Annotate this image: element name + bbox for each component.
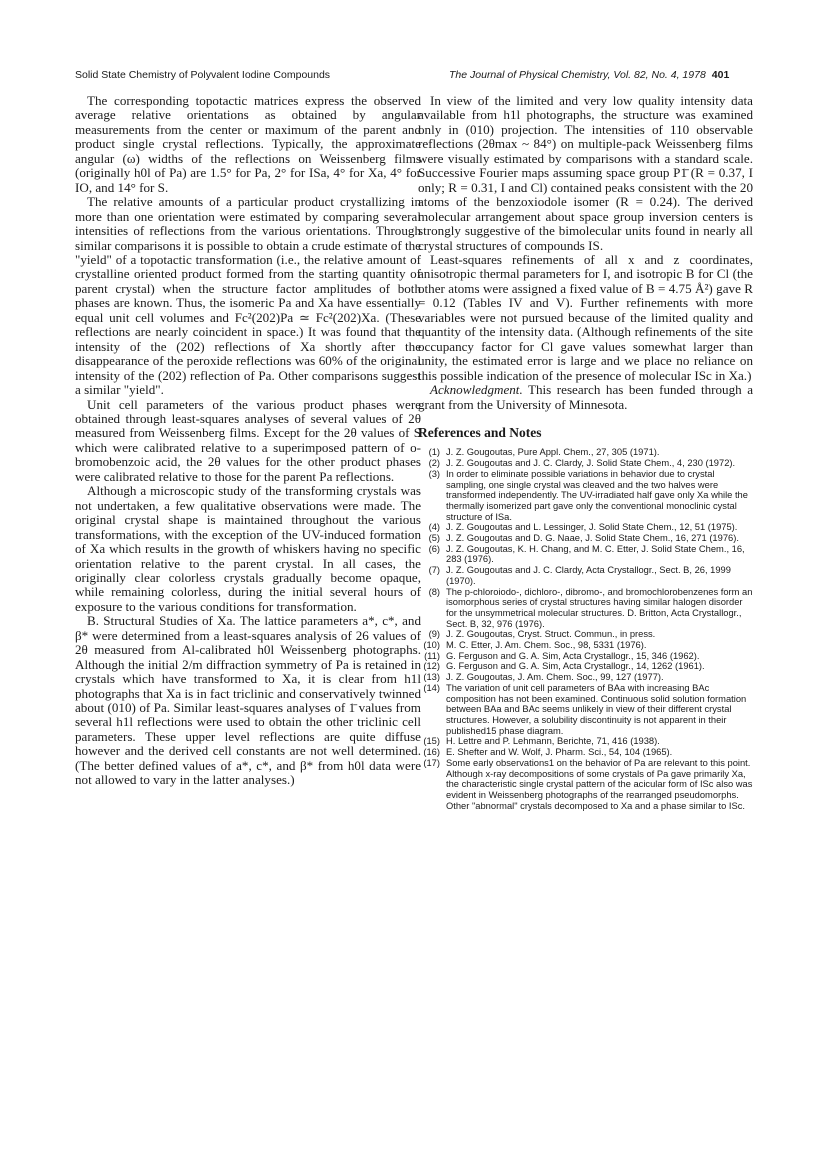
reference-number: (10) xyxy=(423,640,440,651)
right-column xyxy=(418,94,753,811)
reference-text: J. Z. Gougoutas and J. C. Clardy, J. Solid State Chem., 4, 230 (1972). xyxy=(446,458,736,469)
reference-item xyxy=(418,683,753,737)
reference-item xyxy=(418,469,753,523)
reference-number: (3) xyxy=(428,468,440,479)
acknowledgment-text: This research has been funded through a grant from the University of Minnesota. xyxy=(418,382,753,412)
reference-item xyxy=(418,522,753,533)
reference-item xyxy=(418,629,753,640)
running-head-title: Solid State Chemistry of Polyvalent Iodine Compounds xyxy=(75,69,331,81)
acknowledgment-label: Acknowledgment. xyxy=(430,382,523,398)
reference-text: J. Z. Gougoutas, J. Am. Chem. Soc., 99, 127 (1977). xyxy=(446,672,664,683)
reference-text: The p-chloroiodo-, dichloro-, dibromo-, and bromochlorobenzenes form an isomorphous series of crystal structures having similar halogen disorder for the unsymmetrical molecular structures. D. Britton, Acta Crystallogr., Sect. B, 32, 976 (1976). xyxy=(446,586,753,629)
reference-number: (13) xyxy=(423,672,440,683)
reference-text: M. C. Etter, J. Am. Chem. Soc., 98, 5331 (1976). xyxy=(446,640,647,651)
reference-number: (4) xyxy=(428,522,440,533)
journal-citation: The Journal of Physical Chemistry, Vol. 82, No. 4, 1978 xyxy=(449,69,706,81)
reference-item xyxy=(418,747,753,758)
reference-number: (2) xyxy=(428,458,440,469)
reference-text: The variation of unit cell parameters of BAa with increasing BAc composition has not been examined. Continuous solid solution formation between BAa and BAc seems unlikely in view of their different crystal structures. However, a solubility discontinuity is not apparent in their published15 phase diagram. xyxy=(446,682,747,736)
reference-text: J. Z. Gougoutas and D. G. Naae, J. Solid State Chem., 16, 271 (1976). xyxy=(446,533,739,544)
reference-text: H. Lettre and P. Lehmann, Berichte, 71, 416 (1938). xyxy=(446,736,660,747)
acknowledgment xyxy=(418,383,753,412)
reference-item xyxy=(418,458,753,469)
reference-number: (7) xyxy=(428,565,440,576)
reference-number: (15) xyxy=(423,736,440,747)
reference-number: (16) xyxy=(423,747,440,758)
page-number: 401 xyxy=(711,69,730,81)
references-heading: References and Notes xyxy=(418,424,542,440)
reference-number: (8) xyxy=(428,586,440,597)
reference-number: (9) xyxy=(428,629,440,640)
reference-text: J. Z. Gougoutas and L. Lessinger, J. Solid State Chem., 12, 51 (1975). xyxy=(446,522,738,533)
reference-item xyxy=(418,672,753,683)
reference-text: Some early observations1 on the behavior of Pa are relevant to this point. Although x-ray decompositions of some crystals of Pa gave primarily Xa, the characteristic single crystal pattern of the acicular form of ISc also was evident in Weissenberg photographs of the rearranged pseudomorphs. Other "abnormal" crystals decomposed to Xa and a phase similar to ISc. xyxy=(446,757,753,811)
reference-item xyxy=(418,447,753,458)
reference-number: (11) xyxy=(424,650,440,661)
reference-text: J. Z. Gougoutas, K. H. Chang, and M. C. Etter, J. Solid State Chem., 16, 283 (1976). xyxy=(446,543,745,565)
reference-item xyxy=(418,758,753,812)
paragraph: The corresponding topotactic matrices express the observed average relative orientations as obtained by angular measurements from the center or maximum of the parent and product single crystal reflections. Typically, the approximate angular (ω) widths of the reflections on Weissenberg films (originally h0l of Pa) are 1.5° for Pa, 2° for ISa, 4° for Xa, 4° for IO, and 14° for S. xyxy=(75,93,421,195)
reference-number: (1) xyxy=(428,447,440,458)
reference-item xyxy=(418,651,753,662)
reference-list xyxy=(418,447,753,811)
reference-number: (14) xyxy=(423,682,440,693)
reference-number: (6) xyxy=(428,543,440,554)
left-column xyxy=(75,94,421,788)
paragraph: B. Structural Studies of Xa. The lattice parameters a*, c*, and β* were determined from a least-squares analysis of 26 values of 2θ measured from Al-calibrated h0l Weissenberg photographs. Although the initial 2/m diffraction symmetry of Pa is retained in crystals which have transformed to Xa, it is clear from h1l photographs that Xa is in fact triclinic and conservatively twinned about (010) of Pa. Similar least-squares analyses of 1̄ values from several h1l reflections were used to obtain the other triclinic cell parameters. These upper level reflections are quite diffuse however and the derived cell constants are not well determined. (The better defined values of a*, c*, and β* from h0l data were not allowed to vary in the latter analyses.) xyxy=(75,613,421,788)
reference-text: J. Z. Gougoutas, Cryst. Struct. Commun., in press. xyxy=(446,629,656,640)
reference-text: In order to eliminate possible variations in behavior due to crystal sampling, one single crystal was cleaved and the two halves were transformed independently. The UV-irradiated half gave only Xa while the thermally isomerized part gave only the conventional monoclinic cystal structure of ISa. xyxy=(446,468,748,522)
reference-text: G. Ferguson and G. A. Sim, Acta Crystallogr., 15, 346 (1962). xyxy=(446,650,700,661)
paragraph: Although a microscopic study of the transforming crystals was not undertaken, a few qualitative observations were made. The original crystal shape is maintained throughout the various transformations, with the exception of the UV-induced formation of Xa which results in the growth of whiskers having no specific orientation relative to the parent crystal. In all cases, the originally clear colorless crystals gradually become opaque, while remaining colorless, during the initial several hours of exposure to the various conditions for transformation. xyxy=(75,483,421,614)
reference-item xyxy=(418,544,753,565)
reference-item xyxy=(418,736,753,747)
reference-number: (12) xyxy=(423,661,440,672)
reference-number: (17) xyxy=(423,757,440,768)
reference-text: J. Z. Gougoutas and J. C. Clardy, Acta Crystallogr., Sect. B, 26, 1999 (1970). xyxy=(446,565,731,586)
reference-item xyxy=(418,565,753,586)
paragraph: The relative amounts of a particular product crystallizing in more than one orientation were estimated by comparing several intensities of reflections from the various orientations. Through similar comparisons it is possible to obtain a crude estimate of the "yield" of a topotactic transformation (i.e., the relative amount of crystalline oriented product formed from the starting quantity of parent crystal) when the structure factor amplitudes of both phases are known. Thus, the isomeric Pa and Xa have essentially equal unit cell volumes and Fc²(202)Pa ≃ Fc²(202)Xa. (These reflections are nearly coincident in space.) It was found that the intensity of the (202) reflections of Xa shortly after the disappearance of the peroxide reflections was 60% of the original intensity of the (202) reflection of Pa. Other comparisons suggest a similar "yield". xyxy=(75,194,421,398)
reference-item xyxy=(418,533,753,544)
reference-text: E. Shefter and W. Wolf, J. Pharm. Sci., 54, 104 (1965). xyxy=(446,747,673,758)
running-head-journal xyxy=(449,69,729,81)
reference-text: G. Ferguson and G. A. Sim, Acta Crystallogr., 14, 1262 (1961). xyxy=(446,661,705,672)
paragraph: In view of the limited and very low quality intensity data available from h1l photographs, the structure was examined only in (010) projection. The intensities of 110 observable reflections (2θmax ~ 84°) on multiple-pack Weissenberg films were visually estimated by comparisons with a standard scale. Successive Fourier maps assuming space group P1̄ (R = 0.37, I only; R = 0.31, I and Cl) contained peaks consistent with the 20 atoms of the benzoxiodole isomer (R = 0.24). The derived molecular arrangement about space group inversion centers is strongly suggestive of the bimolecular units found in nearly all crystal structures of compounds IS. xyxy=(418,93,753,253)
reference-number: (5) xyxy=(428,533,440,544)
reference-item xyxy=(418,640,753,651)
reference-item xyxy=(418,587,753,630)
paragraph: Unit cell parameters of the various product phases were obtained through least-squares analyses of several values of 2θ measured from Weissenberg films. Except for the 2θ values of S which were calibrated relative to a superimposed pattern of o-bromobenzoic acid, the 2θ values for the other product phases were calibrated relative to those for the parent Pa reflections. xyxy=(75,396,421,484)
reference-item xyxy=(418,661,753,672)
paragraph: Least-squares refinements of all x and z coordinates, anisotropic thermal parameters for I, and isotropic B for Cl (the other atoms were assigned a fixed value of B = 4.75 Å²) gave R = 0.12 (Tables IV and V). Further refinements with more variables were not pursued because of the limited quality and quantity of the intensity data. (Although refinements of the site occupancy factor for Cl gave values somewhat larger than unity, the estimated error is large and we place no reliance on this possible indication of the presence of molecular ISc in Xa.) xyxy=(418,251,753,383)
reference-text: J. Z. Gougoutas, Pure Appl. Chem., 27, 305 (1971). xyxy=(446,447,660,458)
